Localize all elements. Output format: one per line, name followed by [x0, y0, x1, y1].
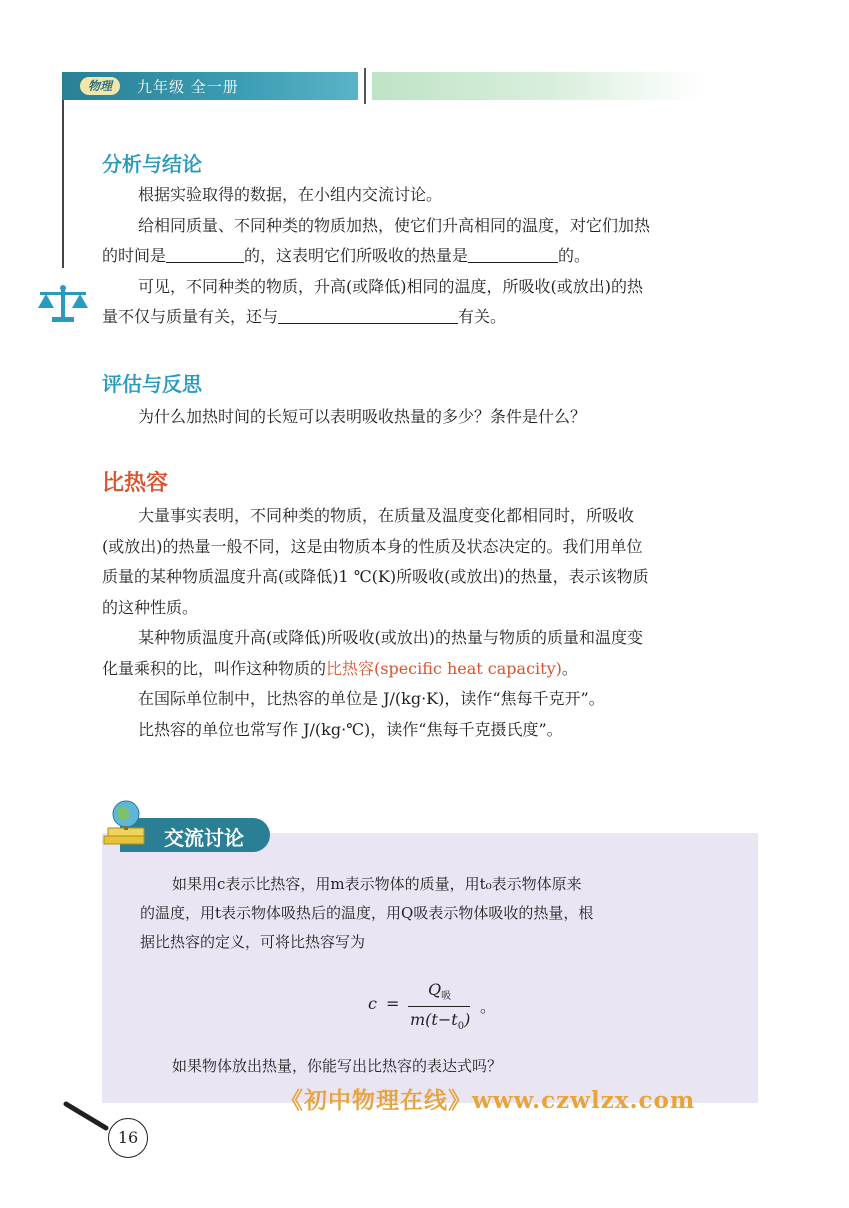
text-segment: 的，这表明它们所吸收的热量是	[244, 246, 469, 265]
analysis-heading: 分析与结论	[102, 152, 202, 176]
text-segment: 。	[561, 658, 578, 678]
fraction-bar	[408, 1006, 470, 1007]
specific-heat-formula	[368, 982, 508, 1032]
evaluation-heading: 评估与反思	[102, 372, 202, 396]
disc-line3: 据比热容的定义，可将比热容写为	[140, 933, 366, 951]
formula-q: Q	[428, 980, 442, 999]
sh-p1-line1: 大量事实表明，不同种类的物质，在质量及温度变化都相同时，所吸收	[138, 506, 635, 525]
page-number: 16	[108, 1118, 148, 1158]
formula-equals: =	[386, 994, 400, 1013]
fill-blank	[278, 305, 458, 324]
globe-books-icon	[100, 796, 160, 856]
text-segment: 有关。	[458, 307, 507, 326]
text-segment: 量不仅与质量有关，还与	[102, 307, 279, 326]
disc-line4: 如果物体放出热量，你能写出比热容的表达式吗？	[172, 1057, 503, 1075]
discussion-body	[140, 870, 720, 957]
discussion-title: 交流讨论	[164, 826, 244, 850]
analysis-p3-line1: 可见，不同种类的物质，升高(或降低)相同的温度，所吸收(或放出)的热	[138, 276, 643, 296]
analysis-p2-line2	[102, 241, 758, 272]
sh-p1-line2: (或放出)的热量一般不同，这是由物质本身的性质及状态决定的。我们用单位	[102, 536, 643, 556]
formula-den-main: m(t−t	[410, 1010, 458, 1029]
formula-lhs: c	[368, 994, 377, 1013]
analysis-p2-line1: 给相同质量、不同种类的物质加热，使它们升高相同的温度，对它们加热	[138, 215, 651, 235]
margin-line	[62, 100, 64, 268]
specific-heat-body	[102, 501, 758, 745]
fill-blank	[468, 244, 558, 263]
evaluation-p1: 为什么加热时间的长短可以表明吸收热量的多少？条件是什么？	[138, 407, 587, 426]
specific-heat-heading: 比热容	[102, 471, 169, 496]
header-divider	[364, 68, 366, 104]
text-segment: 化量乘积的比，叫作这种物质的	[102, 658, 327, 678]
sh-p1-line3: 质量的某种物质温度升高(或降低)1 ℃(K)所吸收(或放出)的热量，表示该物质	[102, 567, 649, 586]
formula-period: 。	[480, 997, 497, 1016]
formula-den-end: )	[464, 1010, 471, 1029]
subject-badge: 物理	[80, 77, 120, 95]
disc-line1: 如果用c表示比热容，用m表示物体的质量，用t₀表示物体原来	[172, 875, 582, 893]
discussion-question	[140, 1052, 720, 1081]
sh-p4: 比热容的单位也常写作 J/(kg·℃)，读作“焦每千克摄氏度”。	[138, 719, 563, 739]
formula-numerator	[428, 980, 451, 1002]
balance-scale-icon	[36, 284, 90, 324]
sh-p2-line2	[102, 654, 758, 685]
disc-line2: 的温度，用t表示物体吸热后的温度，用Q吸表示物体吸收的热量，根	[140, 904, 594, 922]
sh-p2-line1: 某种物质温度升高(或降低)所吸收(或放出)的热量与物质的质量和温度变	[138, 628, 643, 647]
watermark: 《初中物理在线》www.czwlzx.com	[280, 1087, 696, 1114]
text-segment: 的。	[558, 246, 591, 265]
analysis-p1: 根据实验取得的数据，在小组内交流讨论。	[138, 185, 443, 204]
formula-q-sub: 吸	[441, 991, 452, 1003]
text-segment: 的时间是	[102, 246, 167, 265]
formula-den-sub: 0	[457, 1021, 465, 1033]
analysis-body	[102, 180, 758, 333]
specific-heat-term: 比热容(specific heat capacity)	[326, 658, 562, 678]
analysis-p3-line2	[102, 302, 758, 333]
grade-label: 九年级 全一册	[137, 78, 239, 96]
sh-p3: 在国际单位制中，比热容的单位是 J/(kg·K)，读作“焦每千克开”。	[138, 689, 605, 708]
evaluation-body	[102, 402, 758, 433]
sh-p1-line4: 的这种性质。	[102, 597, 199, 617]
fill-blank	[166, 244, 244, 263]
formula-denominator	[410, 1010, 470, 1032]
header-gradient	[372, 72, 702, 100]
